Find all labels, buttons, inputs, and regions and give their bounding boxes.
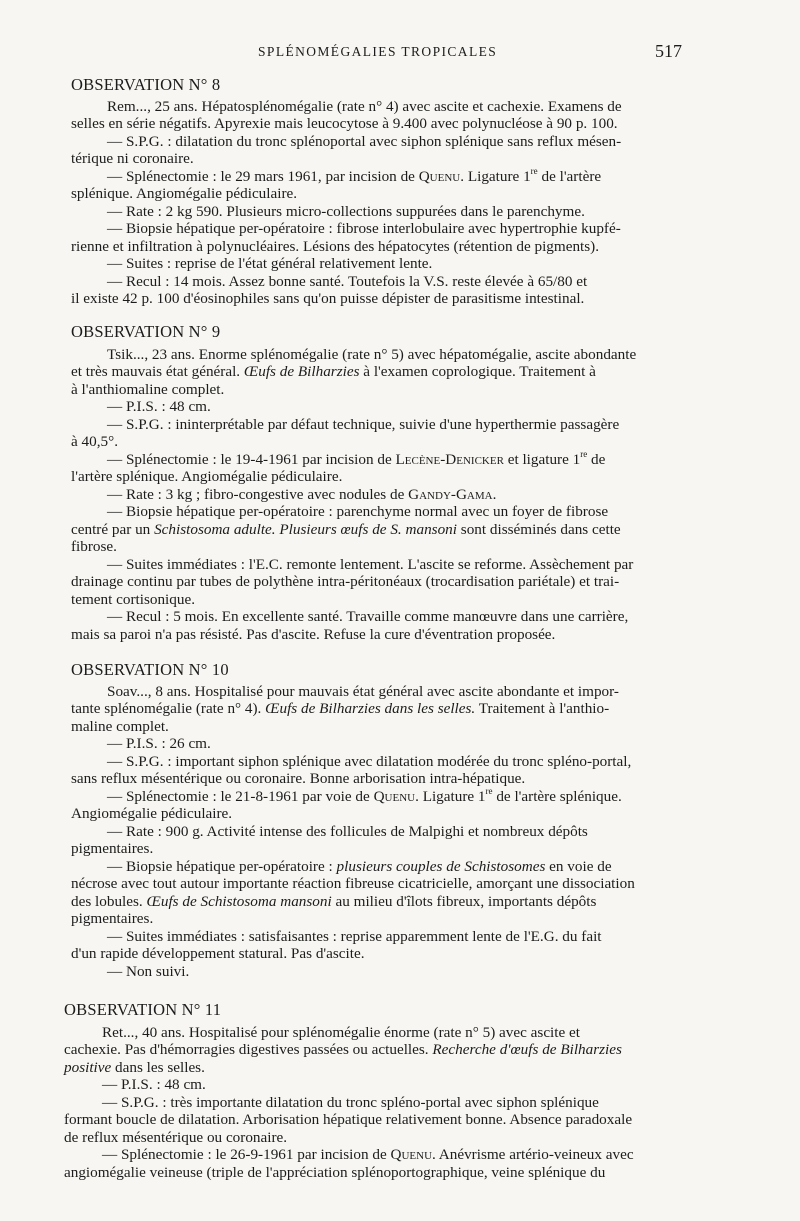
text-line: Soav..., 8 ans. Hospitalisé pour mauvais état général avec ascite abondante et impor-	[107, 683, 619, 700]
text-line: centré par un Schistosoma adulte. Plusieurs œufs de S. mansoni sont disséminés dans cette	[71, 521, 621, 538]
text-line: — Splénectomie : le 29 mars 1961, par incision de Quenu. Ligature 1re de l'artère	[107, 165, 602, 185]
text-line: l'artère splénique. Angiomégalie pédiculaire.	[71, 468, 343, 485]
observation-title: OBSERVATION N° 10	[71, 660, 229, 679]
text-line: des lobules. Œufs de Schistosoma mansoni au milieu d'îlots fibreux, importants dépôts	[71, 893, 597, 910]
text-line: mais sa paroi n'a pas résisté. Pas d'ascite. Refuse la cure d'éventration proposée.	[71, 626, 556, 643]
text-line: — Splénectomie : le 26-9-1961 par incision de Quenu. Anévrisme artério-veineux avec	[102, 1146, 634, 1163]
text-line: — Rate : 900 g. Activité intense des follicules de Malpighi et nombreux dépôts	[107, 823, 588, 840]
text-line: Rem..., 25 ans. Hépatosplénomégalie (rate n° 4) avec ascite et cachexie. Examens de	[107, 98, 622, 115]
text-line: — Suites immédiates : l'E.C. remonte lentement. L'ascite se reforme. Assèchement par	[107, 556, 634, 573]
text-line: selles en série négatifs. Apyrexie mais leucocytose à 9.400 avec polynucléose à 90 p. 100.	[71, 115, 618, 132]
text-line: — Rate : 3 kg ; fibro-congestive avec nodules de Gandy-Gama.	[107, 486, 497, 503]
text-line: — S.P.G. : très importante dilatation du tronc spléno-portal avec siphon splénique	[102, 1094, 599, 1111]
page-number: 517	[655, 41, 682, 61]
text-line: et très mauvais état général. Œufs de Bilharzies à l'examen coprologique. Traitement à	[71, 363, 596, 380]
text-line: rienne et infiltration à polynucléaires. Lésions des hépatocytes (rétention de pigments).	[71, 238, 600, 255]
text-line: — P.I.S. : 48 cm.	[107, 398, 211, 415]
text-line: d'un rapide développement statural. Pas d'ascite.	[71, 945, 365, 962]
text-line: tement cortisonique.	[71, 591, 195, 608]
text-line: Ret..., 40 ans. Hospitalisé pour splénomégalie énorme (rate n° 5) avec ascite et	[102, 1024, 580, 1041]
text-line: sans reflux mésentérique ou coronaire. Bonne arborisation intra-hépatique.	[71, 770, 526, 787]
text-line: térique ni coronaire.	[71, 150, 194, 167]
text-line: formant boucle de dilatation. Arborisation hépatique relativement bonne. Absence paradoxale	[64, 1111, 633, 1128]
text-line: pigmentaires.	[71, 910, 154, 927]
running-header	[0, 41, 800, 64]
text-line: à l'anthiomaline complet.	[71, 381, 225, 398]
text-line: — S.P.G. : important siphon splénique avec dilatation modérée du tronc spléno-portal,	[107, 753, 632, 770]
text-line: — P.I.S. : 26 cm.	[107, 735, 211, 752]
text-line: — Splénectomie : le 21-8-1961 par voie de Quenu. Ligature 1re de l'artère splénique.	[107, 785, 622, 805]
text-line: — P.I.S. : 48 cm.	[102, 1076, 206, 1093]
text-line: — Biopsie hépatique per-opératoire : plusieurs couples de Schistosomes en voie de	[107, 858, 612, 875]
observation-title: OBSERVATION N° 8	[71, 75, 221, 94]
text-line: de reflux mésentérique ou coronaire.	[64, 1129, 288, 1146]
text-line: — Suites : reprise de l'état général relativement lente.	[107, 255, 433, 272]
text-line: fibrose.	[71, 538, 117, 555]
text-line: — Suites immédiates : satisfaisantes : reprise apparemment lente de l'E.G. du fait	[107, 928, 602, 945]
text-line: à 40,5°.	[71, 433, 118, 450]
text-line: splénique. Angiomégalie pédiculaire.	[71, 185, 298, 202]
text-line: positive dans les selles.	[64, 1059, 205, 1076]
text-line: angiomégalie veineuse (triple de l'appréciation splénoportographique, veine splénique du	[64, 1164, 606, 1181]
text-line: nécrose avec tout autour importante réaction fibreuse cicatricielle, amorçant une dissociation	[71, 875, 635, 892]
text-line: tante splénomégalie (rate n° 4). Œufs de Bilharzies dans les selles. Traitement à l'anthio-	[71, 700, 610, 717]
observation-title: OBSERVATION N° 9	[71, 322, 221, 341]
text-line: pigmentaires.	[71, 840, 154, 857]
text-line: il existe 42 p. 100 d'éosinophiles sans qu'on puisse dépister de parasitisme intestinal.	[71, 290, 585, 307]
text-line: — Biopsie hépatique per-opératoire : fibrose interlobulaire avec hypertrophie kupfé-	[107, 220, 621, 237]
text-line: cachexie. Pas d'hémorragies digestives passées ou actuelles. Recherche d'œufs de Bilharzies	[64, 1041, 622, 1058]
text-line: drainage continu par tubes de polythène intra-péritonéaux (trocardisation pariétale) et trai-	[71, 573, 620, 590]
running-title: SPLÉNOMÉGALIES TROPICALES	[258, 44, 498, 59]
observation-title: OBSERVATION N° 11	[64, 1000, 222, 1019]
text-line: — Rate : 2 kg 590. Plusieurs micro-collections suppurées dans le parenchyme.	[107, 203, 585, 220]
text-line: — Splénectomie : le 19-4-1961 par incision de Lecène-Denicker et ligature 1re de	[107, 448, 606, 468]
text-line: — Biopsie hépatique per-opératoire : parenchyme normal avec un foyer de fibrose	[107, 503, 609, 520]
text-line: — Non suivi.	[107, 963, 190, 980]
text-line: maline complet.	[71, 718, 169, 735]
text-line: Tsik..., 23 ans. Enorme splénomégalie (rate n° 5) avec hépatomégalie, ascite abondante	[107, 346, 637, 363]
text-line: — S.P.G. : dilatation du tronc splénoportal avec siphon splénique sans reflux mésen-	[107, 133, 622, 150]
text-line: Angiomégalie pédiculaire.	[71, 805, 233, 822]
text-line: — Recul : 5 mois. En excellente santé. Travaille comme manœuvre dans une carrière,	[107, 608, 629, 625]
text-line: — S.P.G. : ininterprétable par défaut technique, suivie d'une hyperthermie passagère	[107, 416, 620, 433]
text-line: — Recul : 14 mois. Assez bonne santé. Toutefois la V.S. reste élevée à 65/80 et	[107, 273, 588, 290]
